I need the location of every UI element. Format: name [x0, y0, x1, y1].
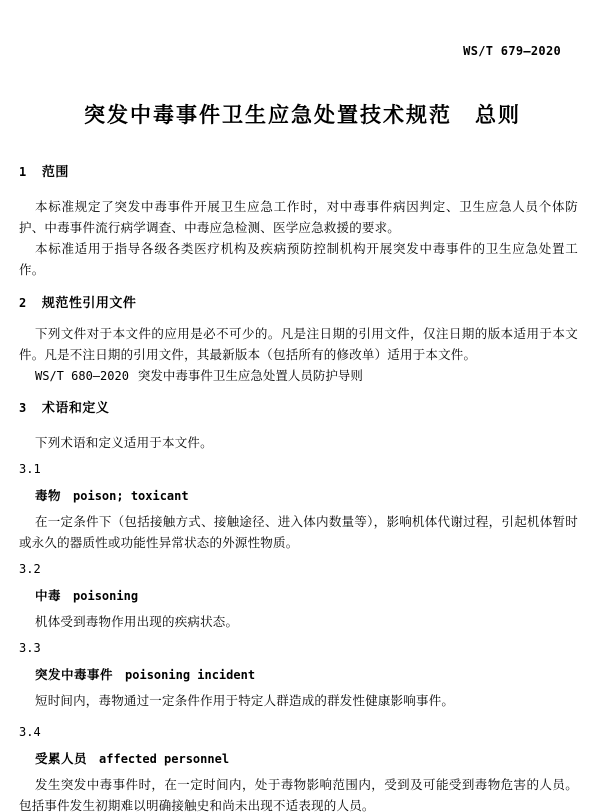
term-english: poisoning incident [125, 668, 256, 682]
referenced-standard-title: 突发中毒事件卫生应急处置人员防护导则 [137, 369, 363, 383]
term-entry [35, 485, 578, 507]
term-chinese: 突发中毒事件 [35, 668, 114, 682]
term-entry [35, 748, 578, 770]
term-entry [35, 664, 578, 686]
section-references-body [19, 324, 578, 387]
term-chinese: 中毒 [35, 589, 62, 603]
term-definition: 在一定条件下（包括接触方式、接触途径、进入体内数量等），影响机体代谢过程，引起机体暂时或永久的器质性或功能性异常状态的外源性物质。 [19, 515, 578, 550]
section-number: 2 [19, 296, 27, 310]
paragraph: 本标准适用于指导各级各类医疗机构及疾病预防控制机构开展突发中毒事件的卫生应急处置工作。 [19, 242, 578, 277]
section-number: 1 [19, 165, 27, 179]
section-heading-terms-definitions [19, 400, 578, 416]
clause-number: 3.3 [19, 641, 41, 655]
terms-intro: 下列术语和定义适用于本文件。 [35, 436, 213, 450]
section-terms-body [19, 433, 578, 812]
term-english: poisoning [73, 589, 139, 603]
clause-number: 3.4 [19, 725, 41, 739]
section-number: 3 [19, 401, 27, 415]
paragraph: 本标准规定了突发中毒事件开展卫生应急工作时，对中毒事件病因判定、卫生应急人员个体防护、中毒事件流行病学调查、中毒应急检测、医学应急救援的要求。 [19, 200, 578, 235]
section-heading-normative-references [19, 295, 578, 311]
document-title: 突发中毒事件卫生应急处置技术规范 总则 [84, 104, 521, 127]
term-entry [35, 585, 578, 607]
document-body [0, 164, 605, 812]
term-definition: 机体受到毒物作用出现的疾病状态。 [35, 615, 239, 629]
section-heading-scope [19, 164, 578, 180]
term-chinese: 受累人员 [35, 752, 88, 766]
referenced-standard-line [19, 366, 578, 387]
standard-number-header: WS/T 679—2020 [463, 44, 561, 58]
term-english: poison; toxicant [73, 489, 189, 503]
term-english: affected personnel [99, 752, 230, 766]
clause-number: 3.2 [19, 562, 41, 576]
section-heading-label: 规范性引用文件 [41, 295, 137, 310]
term-chinese: 毒物 [35, 489, 62, 503]
clause-number: 3.1 [19, 462, 41, 476]
referenced-standard-code: WS/T 680—2020 [35, 369, 129, 383]
section-heading-label: 术语和定义 [41, 400, 110, 415]
term-definition: 短时间内，毒物通过一定条件作用于特定人群造成的群发性健康影响事件。 [35, 694, 455, 708]
section-scope-body [19, 197, 578, 281]
term-definition: 发生突发中毒事件时，在一定时间内，处于毒物影响范围内，受到及可能受到毒物危害的人员。包括事件发生初期难以明确接触史和尚未出现不适表现的人员。 [19, 778, 578, 812]
paragraph: 下列文件对于本文件的应用是必不可少的。凡是注日期的引用文件，仅注日期的版本适用于本文件。凡是不注日期的引用文件，其最新版本（包括所有的修改单）适用于本文件。 [19, 327, 578, 362]
section-heading-label: 范围 [41, 164, 69, 179]
